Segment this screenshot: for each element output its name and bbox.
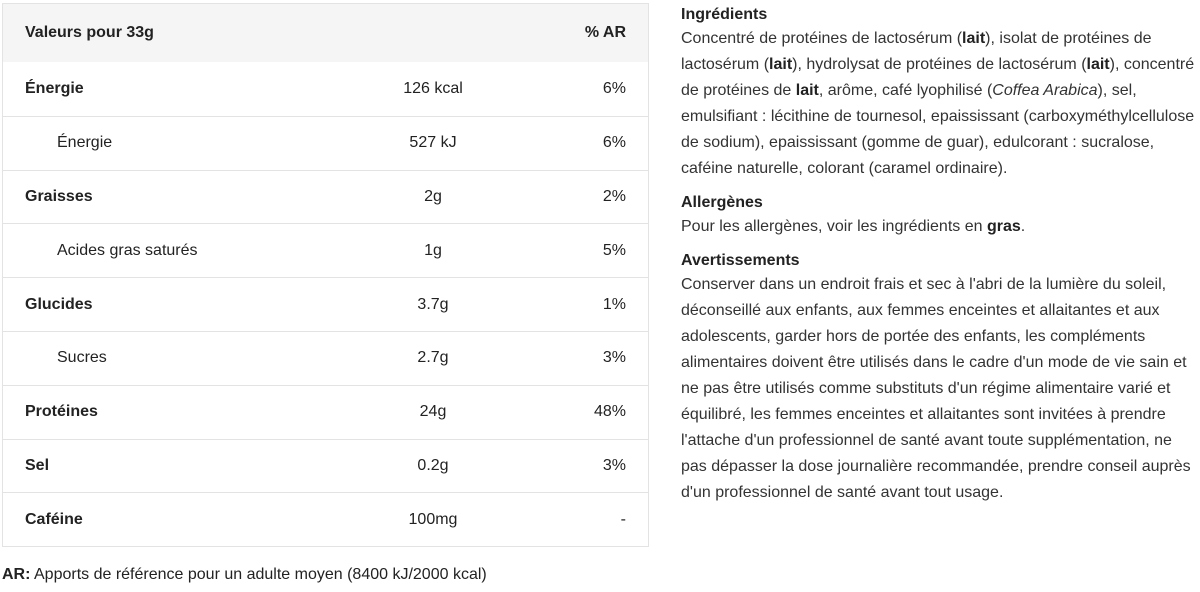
table-row — [3, 277, 648, 331]
ingredient-text-part: Coffea Arabica — [992, 82, 1098, 99]
allergen-highlight: lait — [962, 30, 986, 47]
table-row — [3, 385, 648, 439]
nutrient-name: Énergie — [25, 79, 84, 97]
footnote-label: AR: — [2, 566, 31, 583]
header-ar: % AR — [584, 24, 626, 41]
warnings-title: Avertissements — [681, 252, 800, 269]
allergen-highlight: lait — [795, 82, 819, 99]
table-row — [3, 492, 648, 546]
nutrition-table-header — [3, 4, 648, 62]
nutrient-name: Énergie — [57, 134, 113, 152]
allergen-highlight: lait — [769, 56, 793, 73]
allergen-highlight: lait — [1086, 56, 1110, 73]
nutrient-ar: - — [620, 510, 626, 528]
nutrient-name: Sel — [25, 456, 50, 474]
nutrient-ar: 1% — [602, 295, 626, 313]
allergens-title: Allergènes — [681, 194, 763, 211]
table-row — [3, 331, 648, 385]
nutrient-amount: 126 kcal — [403, 79, 463, 97]
nutrient-ar: 6% — [602, 79, 626, 97]
nutrient-amount: 527 kJ — [409, 134, 457, 152]
warnings-text: Conserver dans un endroit frais et sec à l'abri de la lumière du soleil, déconseillé aux enfants, aux femmes enceintes et allaitantes et aux adolescents, garder hors de portée des enfants, les compléments alimentaires doivent être utilisés dans le cadre d'un mode de vie sain et ne pas être utilisés comme substituts d'un régime alimentaire varié et équilibré, les femmes enceintes et allaitantes sont invitées à prendre l'attache d'un professionnel de santé avant toute supplémentation, ne pas dépasser la dose journalière recommandée, prendre conseil auprès d'un professionnel de santé avant tout usage. — [681, 276, 1191, 501]
table-row — [3, 116, 648, 170]
nutrient-ar: 48% — [593, 403, 626, 421]
nutrient-amount: 2.7g — [417, 349, 449, 367]
nutrient-ar: 5% — [602, 241, 626, 259]
nutrient-ar: 3% — [602, 456, 626, 474]
allergens-text-after: . — [1020, 218, 1026, 235]
header-label: Valeurs pour 33g — [25, 24, 154, 41]
nutrient-name: Sucres — [57, 349, 107, 367]
nutrient-amount: 1g — [424, 241, 442, 259]
ingredient-text-part: ), concentré de protéines de — [681, 56, 1195, 99]
ingredient-text-part: ), isolat de protéines de lactosérum ( — [681, 30, 1152, 73]
nutrition-table — [2, 3, 649, 547]
nutrient-name: Caféine — [25, 510, 83, 528]
ingredient-text-part: ), hydrolysat de protéines de lactosérum ( — [792, 56, 1087, 73]
nutrient-amount: 3.7g — [417, 295, 449, 313]
ingredient-text-part: ), sel, emulsifiant : lécithine de tournesol, epaississant (carboxyméthylcellulose de sodium), epaississant (gomme de guar), edulcorant : sucralose, caféine naturelle, colorant (caramel ordinaire). — [681, 82, 1195, 177]
nutrient-name: Acides gras saturés — [57, 241, 198, 259]
table-row — [3, 62, 648, 116]
nutrient-amount: 24g — [419, 403, 447, 421]
nutrient-ar: 2% — [602, 187, 626, 205]
table-row — [3, 223, 648, 277]
nutrient-ar: 6% — [602, 134, 626, 152]
nutrient-amount: 100mg — [408, 510, 458, 528]
allergens-bold: gras — [986, 218, 1021, 235]
allergens-text-before: Pour les allergènes, voir les ingrédients en — [681, 218, 987, 235]
nutrient-name: Protéines — [25, 403, 98, 421]
allergens-text — [681, 214, 1196, 240]
ar-footnote — [2, 566, 487, 584]
nutrient-amount: 0.2g — [417, 456, 449, 474]
ingredient-text-part: , arôme, café lyophilisé ( — [818, 82, 993, 99]
nutrition-table-body — [3, 62, 648, 546]
table-row — [3, 170, 648, 224]
nutrient-ar: 3% — [602, 349, 626, 367]
nutrient-name: Graisses — [25, 187, 93, 205]
nutrient-amount: 2g — [424, 187, 442, 205]
ingredients-text — [681, 26, 1196, 182]
footnote-text: Apports de référence pour un adulte moyen (8400 kJ/2000 kcal) — [30, 566, 487, 583]
ingredients-title: Ingrédients — [681, 6, 768, 23]
table-row — [3, 439, 648, 493]
ingredient-text-part: Concentré de protéines de lactosérum ( — [681, 30, 963, 47]
product-info-column — [681, 4, 1196, 516]
nutrient-name: Glucides — [25, 295, 93, 313]
